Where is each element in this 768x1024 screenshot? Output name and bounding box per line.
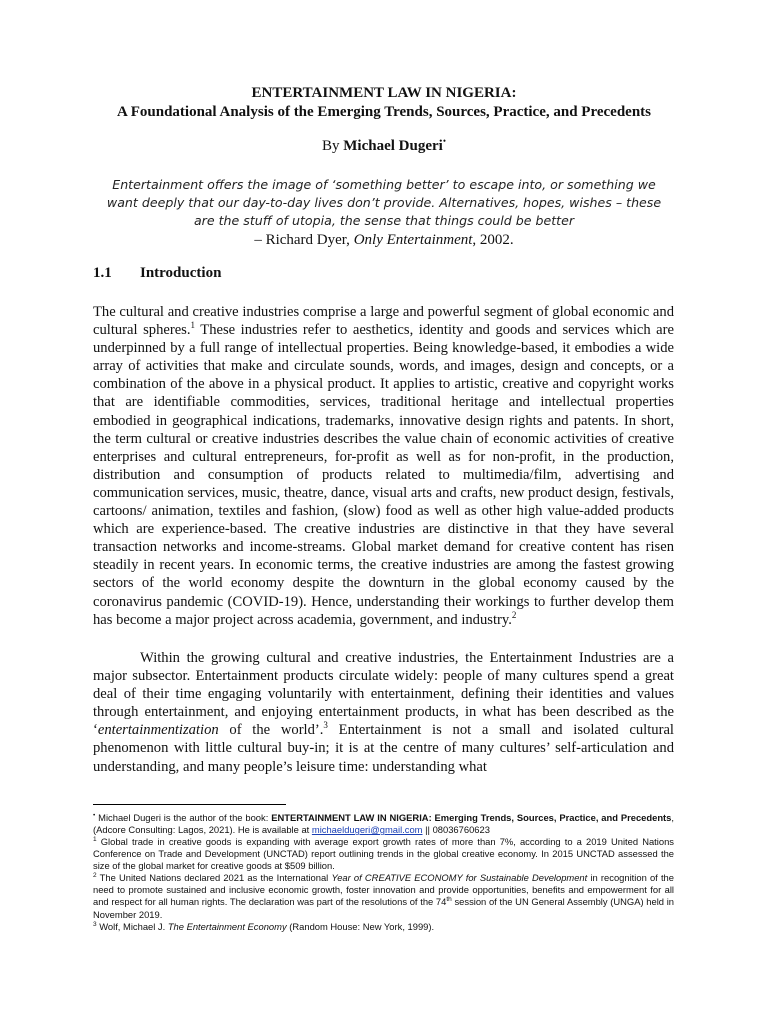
paragraph-2: [93, 649, 674, 776]
byline: [0, 138, 768, 155]
footnote-ref-2[interactable]: 2: [511, 609, 517, 620]
attribution-work: Only Entertainment: [353, 232, 473, 248]
author-name: Michael Dugeri: [343, 138, 443, 154]
document-subtitle: A Foundational Analysis of the Emerging Trends, Sources, Practice, and Precedents: [116, 104, 652, 120]
section-title: Introduction: [140, 265, 222, 281]
footnote-author: [93, 812, 674, 836]
footnote-author-mark: •: [93, 811, 96, 819]
footnote-author-text-b: , (Adcore Consulting: Lagos, 2021). He is available at: [93, 812, 674, 836]
byline-prefix: By: [322, 138, 344, 154]
footnote-2-text-a: The United Nations declared 2021 as the International: [96, 872, 332, 883]
footnote-3-text-a: Wolf, Michael J.: [96, 921, 168, 932]
footnote-2-ordinal: th: [446, 896, 452, 904]
epigraph-attribution: [0, 232, 768, 249]
footnote-2: [93, 872, 674, 921]
footnote-2-text-c: session of the UN General Assembly (UNGA) held in November 2019.: [93, 896, 674, 920]
footnote-1: [93, 836, 674, 873]
attribution-year: , 2002.: [472, 232, 514, 248]
footnote-author-phone: || 08036760623: [422, 824, 490, 836]
footnote-2-text-b: in recognition of the need to promote sustained and inclusive economic growth, foster innovation and provide opportunities, benefits and empowerment for all and respect for all human rights. The declaration was part of the resolutions of the 74: [93, 872, 674, 908]
paragraph-2-italic-term: entertainmentization: [97, 722, 219, 739]
footnote-separator: [93, 804, 286, 805]
attribution-author: – Richard Dyer,: [254, 232, 354, 248]
paragraph-2-text-c: Entertainment is not a small and isolated cultural phenomenon with little cultural buy-in; it is at the centre of many cultures’ self-articulation and understanding, and many people’s leisure time: understanding what: [93, 722, 674, 775]
footnote-2-mark: 2: [93, 871, 97, 879]
footnote-3-italic: The Entertainment Economy: [167, 921, 287, 932]
author-email-link[interactable]: michaeldugeri@gmail.com: [311, 824, 423, 836]
footnote-2-italic: Year of CREATIVE ECONOMY for Sustainable Development: [331, 872, 588, 883]
paragraph-2-text-b: of the world’.: [218, 722, 324, 739]
section-number: 1.1: [93, 265, 112, 281]
section-heading: [93, 265, 221, 282]
footnote-1-text: Global trade in creative goods is expanding with average export growth rates of more than 7%, according to a 2019 United Nations Conference on Trade and Development (UNCTAD) report outlining trends in the global creative economy. In 2015 UNCTAD assessed the size of the global market for creative goods at $509 billion.: [93, 836, 674, 872]
paragraph-2-text-a: Within the growing cultural and creative industries, the Entertainment Industries are a major subsector. Entertainment products circulate widely: people of many cultures spend a great deal of their time engaging voluntarily with entertainment, defining their identities and values through entertainment, and enjoying entertainment products, in what has been described as the ‘: [93, 650, 674, 739]
footnote-3: [93, 921, 674, 933]
footnote-3-mark: 3: [93, 920, 97, 928]
paragraph-1: [93, 303, 674, 629]
author-footnote-mark[interactable]: •: [442, 136, 446, 146]
footnote-author-book: ENTERTAINMENT LAW IN NIGERIA: Emerging Trends, Sources, Practice, and Precedents: [271, 812, 672, 823]
footnote-1-mark: 1: [93, 835, 97, 843]
footnote-ref-1[interactable]: 1: [190, 320, 196, 331]
epigraph-quote: Entertainment offers the image of ‘something better’ to escape into, or something we want deeply that our day-to-day lives don’t provide. Alternatives, hopes, wishes – these are the stuff of utopia, the sense that things could be better: [106, 177, 662, 228]
document-title: ENTERTAINMENT LAW IN NIGERIA:: [251, 85, 517, 101]
paragraph-1-text-b: These industries refer to aesthetics, identity and goods and services which are underpinned by a full range of intellectual properties. Being knowledge-based, it embodies a wide array of activities that make and circulate sounds, words, and images, design and concepts, or a combination of the above in a physical product. It applies to artistic, creative and copyright works that are identifiable commodities, services, traditional heritage and intellectual properties embodied in geographical indications, trademarks, innovative design rights and patents. In short, the term cultural or creative industries describes the value chain of economic activities of creative enterprises and cultural entrepreneurs, for-profit as well as for non-profit, in the production, distribution and consumption of products related to multimedia/film, advertising and communication services, music, theatre, dance, visual arts and crafts, new product design, festivals, cartoons/ animation, textiles and fashion, (slow) food as well as other high value-added products which are experience-based. The creative industries are distinctive in that they have several transaction networks and income-streams. Global market demand for creative content has risen steadily in recent years. In economic terms, the creative industries are among the fastest growing sectors of the world economy despite the downturn in the global economy caused by the coronavirus pandemic (COVID-19). Hence, understanding their workings to further develop them has become a major project across academia, government, and industry.: [93, 322, 674, 628]
footnote-author-text-a: Michael Dugeri is the author of the book:: [95, 812, 272, 823]
footnote-ref-3[interactable]: 3: [323, 720, 328, 731]
footnote-3-text-b: (Random House: New York, 1999).: [286, 921, 435, 932]
paragraph-1-text-a: The cultural and creative industries comprise a large and powerful segment of global economic and cultural spheres.: [93, 304, 674, 339]
